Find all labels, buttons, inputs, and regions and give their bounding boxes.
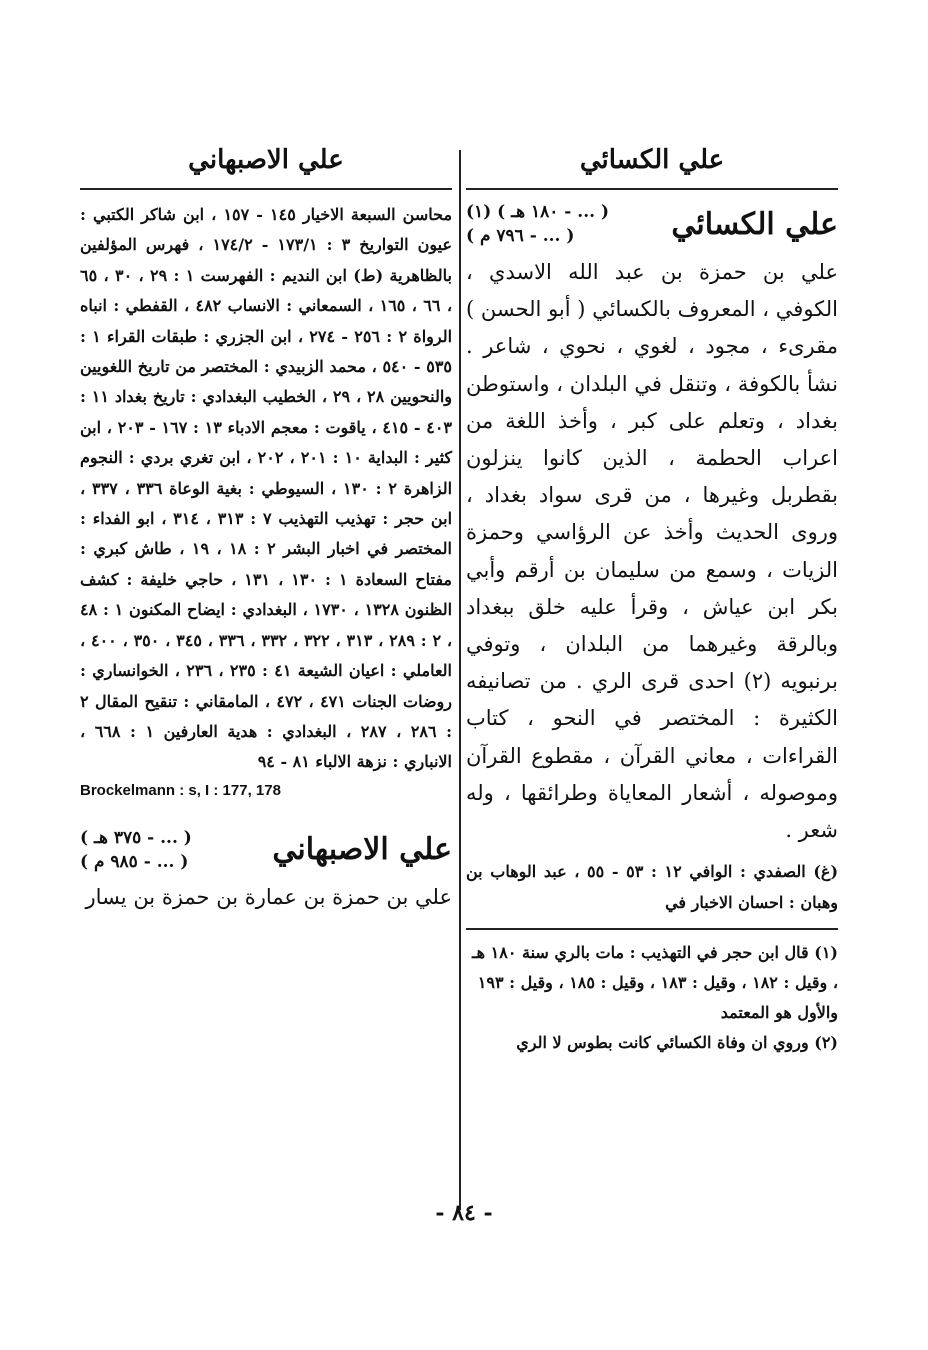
header-rule [466, 188, 838, 190]
dates-hijri: ( ... - ٣٧٥ هـ ) [80, 827, 192, 848]
entry-body [466, 254, 838, 849]
footnote-2: (٢) وروي ان وفاة الكسائي كانت بطوس لا الري [516, 1033, 838, 1053]
footnote-1: (١) قال ابن حجر في التهذيب : مات بالري سنة ١٨٠ هـ ، وقيل : ١٨٢ ، وقيل : ١٨٣ ، وقيل : ١٨٥ ، وقيل : ١٩٣ والأول هو المعتمد [471, 943, 838, 1023]
dates-gregorian: ( ... - ٩٨٥ م ) [80, 851, 189, 872]
sources-block [466, 857, 838, 918]
right-column [466, 140, 838, 1058]
column-divider [459, 150, 461, 1210]
dates-gregorian: ( ... - ٧٩٦ م ) [466, 226, 575, 246]
footnotes [466, 938, 838, 1058]
entry-name: علي الكسائي [671, 206, 838, 242]
left-column [80, 140, 452, 914]
entry-heading-kisai [466, 200, 838, 248]
entry-name: علي الاصبهاني [272, 832, 452, 868]
entry-body-start: علي بن حمزة بن عمارة بن حمزة بن يسار [85, 884, 452, 909]
entry-dates [466, 200, 609, 248]
latin-reference: Brockelmann : s, I : 177, 178 [80, 781, 281, 799]
right-column-header: علي الكسائي [579, 145, 725, 175]
entry-dates [80, 826, 192, 874]
header-rule [80, 188, 452, 190]
sources-continued-text: محاسن السبعة الاخيار ١٤٥ - ١٥٧ ، ابن شاكر الكتبي : عيون التواريخ ٣ : ١٧٣/١ - ١٧٤/٢ ، فهرس المؤلفين بالظاهرية (ط) ابن النديم : الفهرست ١ : ٢٩ ، ٣٠ ، ٦٥ ، ٦٦ ، ١٦٥ ، السمعاني : الانساب ٤٨٢ ، القفطي : انباه الرواة ٢ : ٢٥٦ - ٢٧٤ ، ابن الجزري : طبقات القراء ١ : ٥٣٥ - ٥٤٠ ، محمد الزبيدي : المختصر من تاريخ اللغويين والنحويين ٢٨ ، ٢٩ ، الخطيب البغدادي : تاريخ بغداد ١١ : ٤٠٣ - ٤١٥ ، ياقوت : معجم الادباء ١٣ : ١٦٧ - ٢٠٣ ، ابن كثير : البداية ١٠ : ٢٠١ ، ٢٠٢ ، ابن تغري بردي : النجوم الزاهرة ٢ : ١٣٠ ، السيوطي : بغية الوعاة ٣٣٦ ، ٣٣٧ ، ابن حجر : تهذيب التهذيب ٧ : ٣١٣ ، ٣١٤ ، ابو الفداء : المختصر في اخبار البشر ٢ : ١٨ ، ١٩ ، طاش كبري : مفتاح السعادة ١ : ١٣٠ ، ١٣١ ، حاجي خليفة : كشف الظنون ١٣٢٨ ، ١٧٣٠ ، البغدادي : ايضاح المكنون ١ : ٤٨ ، ٢ : ٢٨٩ ، ٣١٣ ، ٣٢٢ ، ٣٣٢ ، ٣٣٦ ، ٣٤٥ ، ٣٥٠ ، ٤٠٠ ، العاملي : اعيان الشيعة ٤١ : ٢٣٥ ، ٢٣٦ ، الخوانساري : روضات الجنات ٤٧١ ، ٤٧٢ ، المامقاني : تنقيح المقال ٢ : ٢٨٦ ، ٢٨٧ ، البغدادي : هدية العارفين ١ : ٦٦٨ ، الانباري : نزهة الالباء ٨١ - ٩٤ [80, 205, 453, 772]
biography-paragraph: علي بن حمزة بن عبد الله الاسدي ، الكوفي ، المعروف بالكسائي ( أبو الحسن ) مقرىء ، مجود ، لغوي ، نحوي ، شاعر . نشأ بالكوفة ، وتنقل في البلدان ، واستوطن بغداد ، وتعلم على كبر ، وأخذ اللغة من اعراب الحطمة ، الذين كانوا ينزلون بقطربل وغيرها ، من قرى سواد بغداد ، وروى الحديث وأخذ عن الرؤاسي وحمزة الزيات ، وسمع من سليمان بن أرقم وأبي بكر ابن عياش ، وقرأ عليه خلق ببغداد وبالرقة وغيرهما من البلدان ، وتوفي برنبويه (٢) احدى قرى الري . من تصانيفه الكثيرة : المختصر في النحو ، كتاب القراءات ، معاني القرآن ، مقطوع القرآن وموصوله ، أشعار المعاياة وطرائقها ، وله شعر . [466, 260, 838, 843]
sources-continued [80, 200, 452, 778]
entry-heading-isbahani [80, 826, 452, 874]
footnote-separator [466, 928, 838, 930]
dates-hijri: ( ... - ١٨٠ هـ ) (١) [466, 202, 610, 222]
sources-text: (غ) الصفدي : الوافي ١٢ : ٥٣ - ٥٥ ، عبد الوهاب بن وهبان : احسان الاخبار في [466, 862, 839, 912]
left-column-header: علي الاصبهاني [188, 145, 344, 175]
page-number: - ٨٤ - [435, 1200, 493, 1226]
